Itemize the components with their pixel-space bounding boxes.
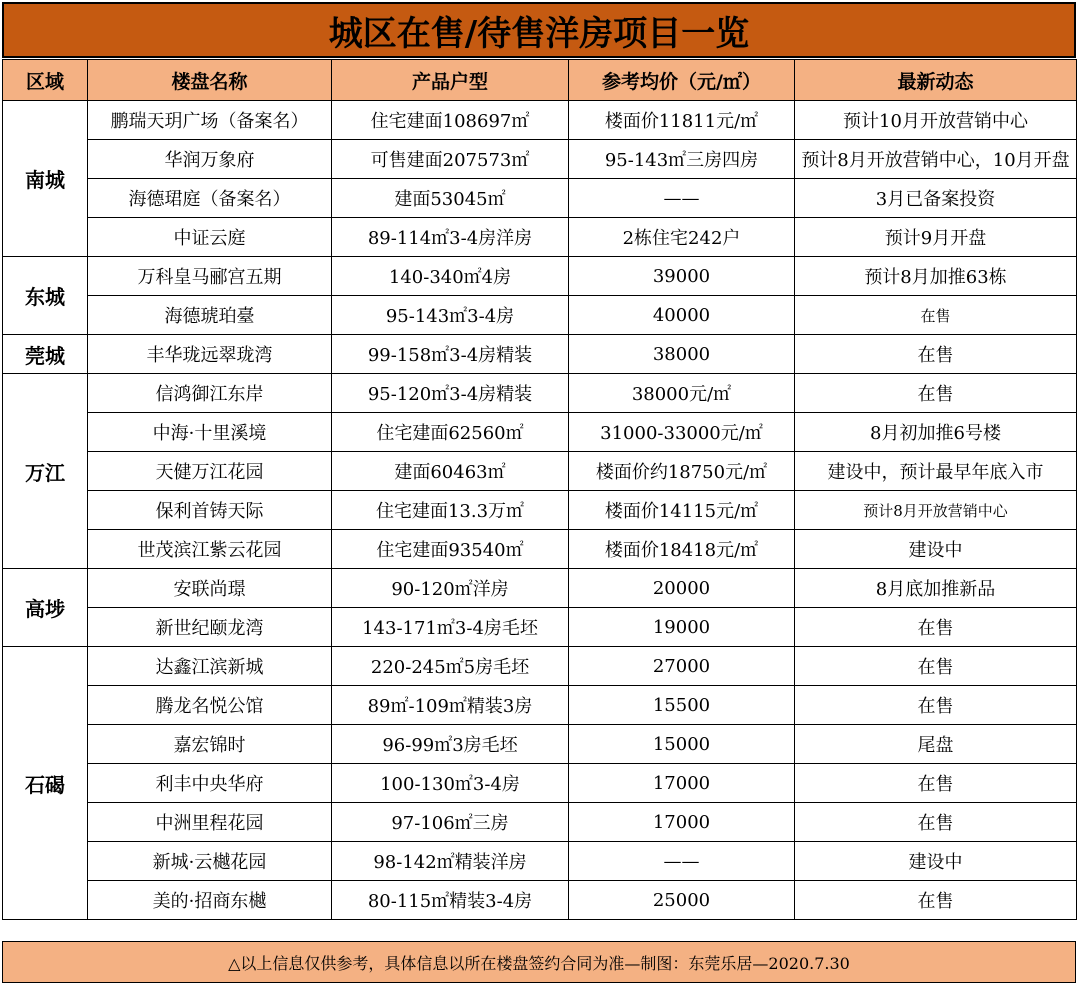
footer-note: △以上信息仅供参考，具体信息以所在楼盘签约合同为准—制图：东莞乐居—2020.7.30 bbox=[2, 941, 1076, 983]
table-row bbox=[3, 335, 1077, 374]
product-cell: 80-115㎡精装3-4房 bbox=[332, 881, 569, 920]
table-body bbox=[3, 101, 1077, 920]
table-row bbox=[3, 608, 1077, 647]
name-cell: 中洲里程花园 bbox=[88, 803, 332, 842]
table-row bbox=[3, 569, 1077, 608]
table-row bbox=[3, 764, 1077, 803]
news-cell: 在售 bbox=[795, 335, 1077, 374]
product-cell: 96-99㎡3房毛坯 bbox=[332, 725, 569, 764]
name-cell: 利丰中央华府 bbox=[88, 764, 332, 803]
header-price: 参考均价（元/㎡） bbox=[569, 60, 795, 101]
table-row bbox=[3, 842, 1077, 881]
price-cell: 31000-33000元/㎡ bbox=[569, 413, 795, 452]
sheet-title: 城区在售/待售洋房项目一览 bbox=[2, 2, 1076, 58]
news-cell: 在售 bbox=[795, 686, 1077, 725]
news-cell: 建设中 bbox=[795, 530, 1077, 569]
header-product: 产品户型 bbox=[332, 60, 569, 101]
price-cell: 17000 bbox=[569, 764, 795, 803]
name-cell: 腾龙名悦公馆 bbox=[88, 686, 332, 725]
news-cell: 在售 bbox=[795, 764, 1077, 803]
price-cell: —— bbox=[569, 179, 795, 218]
news-cell: 8月底加推新品 bbox=[795, 569, 1077, 608]
news-cell: 在售 bbox=[795, 803, 1077, 842]
news-cell: 在售 bbox=[795, 647, 1077, 686]
price-cell: 楼面价14115元/㎡ bbox=[569, 491, 795, 530]
product-cell: 住宅建面93540㎡ bbox=[332, 530, 569, 569]
name-cell: 美的·招商东樾 bbox=[88, 881, 332, 920]
price-cell: 39000 bbox=[569, 257, 795, 296]
price-cell: 20000 bbox=[569, 569, 795, 608]
price-cell: 25000 bbox=[569, 881, 795, 920]
price-cell: —— bbox=[569, 842, 795, 881]
name-cell: 海德琥珀臺 bbox=[88, 296, 332, 335]
price-cell: 17000 bbox=[569, 803, 795, 842]
product-cell: 住宅建面108697㎡ bbox=[332, 101, 569, 140]
product-cell: 住宅建面13.3万㎡ bbox=[332, 491, 569, 530]
table-row bbox=[3, 374, 1077, 413]
name-cell: 鹏瑞天玥广场（备案名） bbox=[88, 101, 332, 140]
product-cell: 90-120㎡洋房 bbox=[332, 569, 569, 608]
news-cell: 3月已备案投资 bbox=[795, 179, 1077, 218]
price-cell: 楼面价约18750元/㎡ bbox=[569, 452, 795, 491]
price-cell: 27000 bbox=[569, 647, 795, 686]
news-cell: 预计8月开放营销中心 bbox=[795, 491, 1077, 530]
price-cell: 38000 bbox=[569, 335, 795, 374]
product-cell: 220-245㎡5房毛坯 bbox=[332, 647, 569, 686]
news-cell: 预计10月开放营销中心 bbox=[795, 101, 1077, 140]
name-cell: 信鸿御江东岸 bbox=[88, 374, 332, 413]
name-cell: 中证云庭 bbox=[88, 218, 332, 257]
table-row bbox=[3, 413, 1077, 452]
name-cell: 万科皇马郦宫五期 bbox=[88, 257, 332, 296]
table-row bbox=[3, 101, 1077, 140]
header-region: 区域 bbox=[3, 60, 88, 101]
product-cell: 89㎡-109㎡精装3房 bbox=[332, 686, 569, 725]
header-news: 最新动态 bbox=[795, 60, 1077, 101]
price-cell: 15000 bbox=[569, 725, 795, 764]
name-cell: 世茂滨江紫云花园 bbox=[88, 530, 332, 569]
table-row bbox=[3, 179, 1077, 218]
price-cell: 2栋住宅242户 bbox=[569, 218, 795, 257]
product-cell: 140-340㎡4房 bbox=[332, 257, 569, 296]
news-cell: 预计8月开放营销中心，10月开盘 bbox=[795, 140, 1077, 179]
region-cell: 南城 bbox=[3, 101, 88, 257]
name-cell: 丰华珑远翠珑湾 bbox=[88, 335, 332, 374]
name-cell: 海德珺庭（备案名） bbox=[88, 179, 332, 218]
product-cell: 住宅建面62560㎡ bbox=[332, 413, 569, 452]
name-cell: 新城·云樾花园 bbox=[88, 842, 332, 881]
table-row bbox=[3, 491, 1077, 530]
product-cell: 95-143㎡3-4房 bbox=[332, 296, 569, 335]
product-cell: 建面53045㎡ bbox=[332, 179, 569, 218]
name-cell: 新世纪颐龙湾 bbox=[88, 608, 332, 647]
project-table bbox=[2, 59, 1077, 920]
name-cell: 中海·十里溪境 bbox=[88, 413, 332, 452]
product-cell: 89-114㎡3-4房洋房 bbox=[332, 218, 569, 257]
region-cell: 高埗 bbox=[3, 569, 88, 647]
news-cell: 8月初加推6号楼 bbox=[795, 413, 1077, 452]
price-cell: 19000 bbox=[569, 608, 795, 647]
product-cell: 可售建面207573㎡ bbox=[332, 140, 569, 179]
news-cell: 建设中 bbox=[795, 842, 1077, 881]
news-cell: 尾盘 bbox=[795, 725, 1077, 764]
name-cell: 保利首铸天际 bbox=[88, 491, 332, 530]
table-row bbox=[3, 881, 1077, 920]
product-cell: 100-130㎡3-4房 bbox=[332, 764, 569, 803]
region-cell: 莞城 bbox=[3, 335, 88, 374]
price-cell: 楼面价11811元/㎡ bbox=[569, 101, 795, 140]
table-row bbox=[3, 686, 1077, 725]
table-row bbox=[3, 647, 1077, 686]
news-cell: 建设中，预计最早年底入市 bbox=[795, 452, 1077, 491]
table-row bbox=[3, 725, 1077, 764]
price-cell: 95-143㎡三房四房 bbox=[569, 140, 795, 179]
table-row bbox=[3, 530, 1077, 569]
name-cell: 华润万象府 bbox=[88, 140, 332, 179]
news-cell: 预计8月加推63栋 bbox=[795, 257, 1077, 296]
region-cell: 东城 bbox=[3, 257, 88, 335]
name-cell: 嘉宏锦时 bbox=[88, 725, 332, 764]
table-row bbox=[3, 803, 1077, 842]
table-row bbox=[3, 296, 1077, 335]
news-cell: 在售 bbox=[795, 296, 1077, 335]
price-cell: 15500 bbox=[569, 686, 795, 725]
product-cell: 97-106㎡三房 bbox=[332, 803, 569, 842]
product-cell: 143-171㎡3-4房毛坯 bbox=[332, 608, 569, 647]
news-cell: 在售 bbox=[795, 881, 1077, 920]
price-cell: 楼面价18418元/㎡ bbox=[569, 530, 795, 569]
table-row bbox=[3, 218, 1077, 257]
news-cell: 预计9月开盘 bbox=[795, 218, 1077, 257]
header-name: 楼盘名称 bbox=[88, 60, 332, 101]
table-row bbox=[3, 140, 1077, 179]
product-cell: 99-158㎡3-4房精装 bbox=[332, 335, 569, 374]
news-cell: 在售 bbox=[795, 374, 1077, 413]
price-cell: 38000元/㎡ bbox=[569, 374, 795, 413]
header-row bbox=[3, 60, 1077, 101]
product-cell: 建面60463㎡ bbox=[332, 452, 569, 491]
news-cell: 在售 bbox=[795, 608, 1077, 647]
region-cell: 石碣 bbox=[3, 647, 88, 920]
table-row bbox=[3, 452, 1077, 491]
table-row bbox=[3, 257, 1077, 296]
name-cell: 天健万江花园 bbox=[88, 452, 332, 491]
name-cell: 安联尚璟 bbox=[88, 569, 332, 608]
price-cell: 40000 bbox=[569, 296, 795, 335]
name-cell: 达鑫江滨新城 bbox=[88, 647, 332, 686]
product-cell: 98-142㎡精装洋房 bbox=[332, 842, 569, 881]
region-cell: 万江 bbox=[3, 374, 88, 569]
product-cell: 95-120㎡3-4房精装 bbox=[332, 374, 569, 413]
